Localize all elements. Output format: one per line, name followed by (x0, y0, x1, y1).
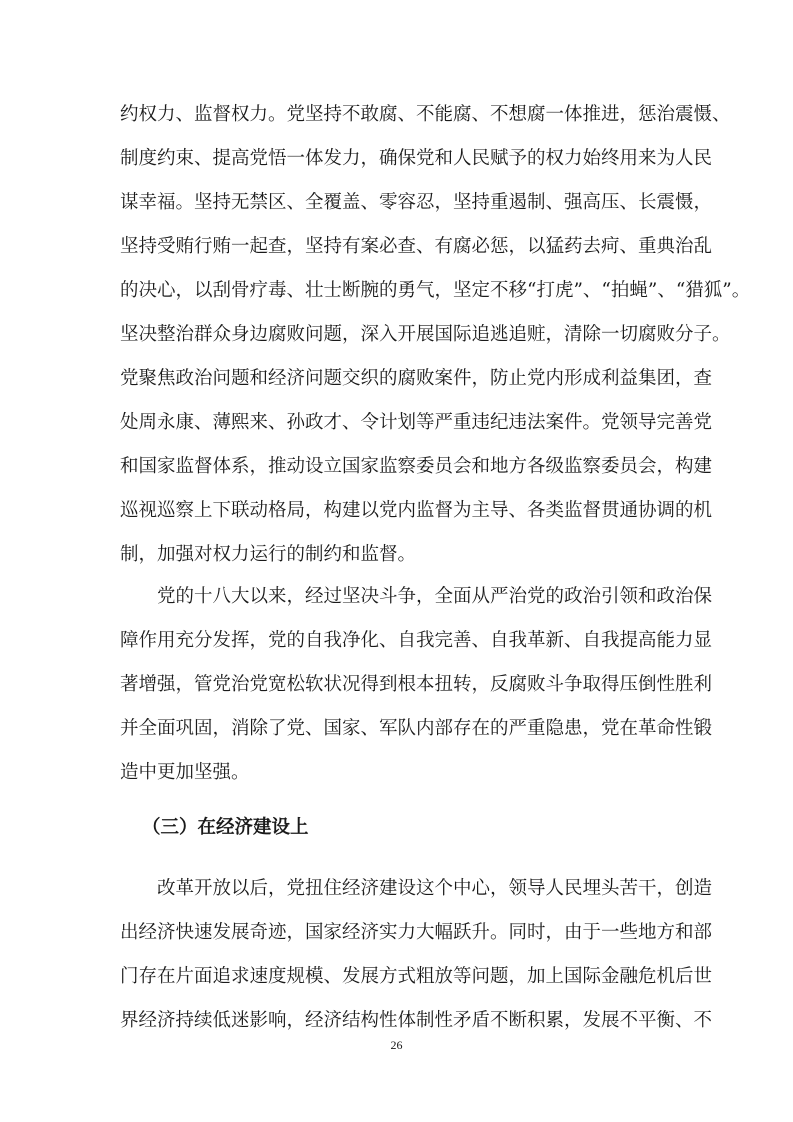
paragraph-since-18th-congress (120, 575, 713, 795)
text-line: 坚决整治群众身边腐败问题，深入开展国际追逃追赃，清除一切腐败分子。 (120, 324, 731, 345)
text-line: 并全面巩固，消除了党、国家、军队内部存在的严重隐患，党在革命性锻 (120, 718, 713, 739)
text-line: 制，加强对权力运行的制约和监督。 (120, 544, 417, 565)
text-line: 巡视巡察上下联动格局，构建以党内监督为主导、各类监督贯通协调的机 (120, 500, 713, 521)
page-number: 26 (390, 1038, 403, 1052)
text-line: 造中更加坚强。 (120, 762, 250, 783)
text-line: 出经济快速发展奇迹，国家经济实力大幅跃升。同时，由于一些地方和部 (120, 922, 713, 943)
text-line: 改革开放以后，党扭住经济建设这个中心，领导人民埋头苦干，创造 (157, 878, 713, 899)
text-line: 谋幸福。坚持无禁区、全覆盖、零容忍，坚持重遏制、强高压、长震慑， (120, 192, 713, 213)
text-line: 障作用充分发挥，党的自我净化、自我完善、自我革新、自我提高能力显 (120, 630, 713, 651)
section-heading: （三）在经济建设上 (142, 817, 309, 838)
text-line: 党的十八大以来，经过坚决斗争，全面从严治党的政治引领和政治保 (157, 586, 713, 607)
paragraph-anti-corruption (120, 93, 751, 577)
text-line: 门存在片面追求速度规模、发展方式粗放等问题，加上国际金融危机后世 (120, 966, 713, 987)
text-line: 坚持受贿行贿一起查，坚持有案必查、有腐必惩，以猛药去疴、重典治乱 (120, 236, 713, 257)
text-line: 的决心，以刮骨疗毒、壮士断腕的勇气，坚定不移“打虎”、“拍蝇”、“猎狐”。 (120, 280, 751, 301)
text-line: 制度约束、提高党悟一体发力，确保党和人民赋予的权力始终用来为人民 (120, 148, 713, 169)
text-line: 党聚焦政治问题和经济问题交织的腐败案件，防止党内形成利益集团，查 (120, 368, 713, 389)
text-line: 处周永康、薄熙来、孙政才、令计划等严重违纪违法案件。党领导完善党 (120, 412, 713, 433)
text-line: 界经济持续低迷影响，经济结构性体制性矛盾不断积累，发展不平衡、不 (120, 1010, 713, 1031)
text-line: 和国家监督体系，推动设立国家监察委员会和地方各级监察委员会，构建 (120, 456, 713, 477)
paragraph-economic-construction (120, 867, 713, 1043)
text-line: 约权力、监督权力。党坚持不敢腐、不能腐、不想腐一体推进，惩治震慑、 (120, 104, 731, 125)
text-line: 著增强，管党治党宽松软状况得到根本扭转，反腐败斗争取得压倒性胜利 (120, 674, 713, 695)
